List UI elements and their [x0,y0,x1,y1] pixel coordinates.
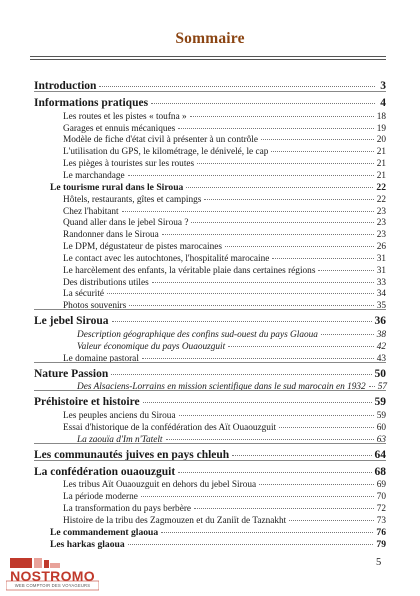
toc-entry-title: Les harkas glaoua [50,538,125,550]
toc-entry-title: Des distributions utiles [63,277,149,288]
toc-entry[interactable] [63,217,386,229]
toc-entry-page: 23 [376,206,386,217]
dot-leader [318,270,373,271]
toc-entry-page: 59 [374,396,386,409]
toc-entry-page: 59 [376,411,386,422]
dot-leader [321,334,374,335]
toc-entry-title: Des Alsaciens-Lorrains en mission scientifique dans le sud marocain en 1932 [77,382,366,393]
toc-entry-page: 43 [376,353,386,364]
toc-entry-page: 70 [376,492,386,503]
page-title: Sommaire [175,30,245,47]
toc-section[interactable] [34,368,386,380]
dot-leader [225,246,374,247]
logo-tagline: WEB COMPTOIR DES VOYAGEURS [14,583,91,588]
dot-leader [142,358,374,359]
dot-leader [179,415,374,416]
toc-entry-title: La période moderne [63,492,138,503]
toc-entry-page: 21 [376,170,386,181]
dot-leader [99,86,375,87]
toc-entry[interactable] [63,158,386,170]
dot-leader [122,211,374,212]
toc-entry-title: Randonner dans le Siroua [63,230,159,241]
dot-leader [178,472,371,473]
toc-entry-page: 23 [376,230,386,241]
toc-entry-page: 72 [376,504,386,515]
toc-entry-title: La confédération ouaouzguit [34,465,176,478]
toc-subsection[interactable] [50,527,386,539]
toc-entry-page: 60 [376,422,386,433]
toc-entry-page: 68 [374,465,386,478]
toc-section[interactable] [34,315,386,327]
toc-entry-page: 31 [376,265,386,276]
toc-entry[interactable] [63,300,386,312]
toc-entry[interactable] [63,253,386,265]
toc-entry[interactable] [63,265,386,277]
section-divider [34,460,386,461]
toc-entry-title: Le domaine pastoral [63,353,139,364]
toc-entry-page: 22 [376,194,386,205]
toc-entry-title: Valeur économique du pays Ouaouzguit [77,341,226,352]
dot-leader [128,544,374,545]
toc-entry-page: 34 [376,289,386,300]
toc-entry[interactable] [63,134,386,146]
toc-entry-title: Quand aller dans le jebel Siroua ? [63,218,189,229]
toc-entry-page: 23 [376,218,386,229]
dot-leader [259,484,374,485]
toc-entry-page: 26 [376,242,386,253]
toc-entry[interactable] [77,434,386,446]
dot-leader [186,187,373,188]
toc-entry-title: Informations pratiques [34,96,149,109]
toc-entry-title: Histoire de la tribu des Zagmouzen et du Zaniït de Taznakht [63,515,287,526]
toc-entry-title: Modèle de fiche d'état civil à présenter à un contrôle [63,135,259,146]
toc-entry[interactable] [63,194,386,206]
toc-entry[interactable] [63,123,386,135]
toc-entry-title: Nature Passion [34,367,109,380]
toc-entry[interactable] [63,277,386,289]
toc-entry-page: 21 [376,147,386,158]
dot-leader [129,305,373,306]
toc-entry[interactable] [63,170,386,182]
toc-entry-page: 3 [380,80,386,92]
dot-leader [162,234,374,235]
toc-subsection[interactable] [50,182,386,194]
dot-leader [228,346,373,347]
toc-entry-title: Hôtels, restaurants, gîtes et campings [63,194,202,205]
dot-leader [272,258,373,259]
dot-leader [151,103,375,104]
toc-entry-title: L'utilisation du GPS, le kilométrage, le dénivelé, le cap [63,147,269,158]
dot-leader [204,199,373,200]
dot-leader [166,439,374,440]
dot-leader [161,532,373,533]
page-number: 5 [376,557,382,568]
dot-leader [232,455,371,456]
toc-section[interactable] [34,396,386,408]
toc-entry-title: Le contact avec les autochtones, l'hospitalité marocaine [63,253,270,264]
toc-entry-page: 19 [376,123,386,134]
toc-entry-page: 35 [376,301,386,312]
toc-entry-page: 21 [376,159,386,170]
toc-entry-page: 36 [374,315,386,328]
toc-subsection[interactable] [50,539,386,551]
toc-entry-page: 42 [376,341,386,352]
dot-leader [191,222,373,223]
toc-entry-title: Introduction [34,80,97,92]
dot-leader [111,374,371,375]
toc-entry-title: Chez l'habitant [63,206,119,217]
toc-entry[interactable] [63,206,386,218]
toc-entry[interactable] [63,111,386,123]
dot-leader [271,151,373,152]
toc-entry-page: 31 [376,253,386,264]
dot-leader [279,427,374,428]
toc-entry-title: Le jebel Siroua [34,315,109,328]
toc-entry-title: La sécurité [63,289,105,300]
toc-entry-title: Le marchandage [63,170,125,181]
toc-entry[interactable] [63,479,386,491]
toc-entry-title: Garages et ennuis mécaniques [63,123,176,134]
dot-leader [141,496,374,497]
section-divider [34,309,386,310]
toc-entry-title: Les routes et les pistes « toufna » [63,111,187,122]
toc-entry[interactable] [63,241,386,253]
toc-entry-title: Les pièges à touristes sur les routes [63,159,195,170]
toc-entry[interactable] [63,288,386,300]
logo-name: NOSTROMO [10,568,95,584]
toc-entry-title: Préhistoire et histoire [34,396,140,409]
toc-section[interactable] [34,466,386,478]
toc-entry-title: La zaouïa d'Im n'Tatelt [77,434,163,445]
toc-entry-title: Description géographique des confins sud-ouest du pays Glaoua [77,330,318,340]
toc-entry-page: 38 [376,330,386,340]
toc-entry-title: Le harcèlement des enfants, la véritable plaie dans certaines régions [63,265,316,276]
toc-entry[interactable] [63,146,386,158]
dot-leader [369,386,375,387]
toc-entry-page: 79 [376,538,386,550]
toc-entry-title: Photos souvenirs [63,301,127,312]
toc-entry-title: Les peuples anciens du Siroua [63,411,176,422]
toc-entry-title: Les tribus Aït Ouaouzguit en dehors du jebel Siroua [63,480,257,491]
toc-entry-title: Le commandement glaoua [50,526,159,538]
toc-entry[interactable] [63,503,386,515]
toc-entry[interactable] [63,422,386,434]
section-divider [34,91,386,92]
toc-entry-page: 57 [377,382,387,393]
dot-leader [112,321,372,322]
section-divider [34,390,386,391]
title-bottom-rule [30,59,386,60]
toc-entry[interactable] [77,381,386,393]
toc-entry-title: Essai d'historique de la confédération des Aït Ouaouzguit [63,422,277,433]
toc-entry[interactable] [63,353,386,365]
toc-entry-page: 22 [376,181,386,193]
dot-leader [152,282,374,283]
toc-entry-page: 73 [376,515,386,526]
nostromo-logo [6,557,99,591]
toc-entry-page: 69 [376,480,386,491]
dot-leader [289,520,373,521]
toc-entry-page: 76 [376,526,386,538]
toc-entry-page: 63 [376,434,386,445]
section-divider [34,362,386,363]
toc-entry-title: Le tourisme rural dans le Siroua [50,181,184,193]
dot-leader [194,508,374,509]
toc-entry-page: 33 [376,277,386,288]
toc-entry-page: 18 [376,111,386,122]
toc-entry-page: 4 [380,96,386,109]
dot-leader [178,128,373,129]
toc-entry[interactable] [63,491,386,503]
toc-entry[interactable] [63,515,386,527]
dot-leader [128,175,374,176]
toc-entry-page: 20 [376,135,386,146]
dot-leader [261,139,374,140]
toc-entry[interactable] [77,341,386,353]
toc-entry-page: 50 [374,367,386,380]
dot-leader [143,402,372,403]
toc-entry[interactable] [63,229,386,241]
toc-entry-title: La transformation du pays berbère [63,504,192,515]
toc-section[interactable] [34,97,386,109]
section-divider [34,443,386,444]
toc-entry-title: Les communautés juives en pays chleuh [34,448,230,461]
dot-leader [197,163,374,164]
toc-entry-page: 64 [374,448,386,461]
title-top-rule [30,56,386,57]
toc-entry[interactable] [63,410,386,422]
toc-entry-title: Le DPM, dégustateur de pistes marocaines [63,242,223,253]
dot-leader [190,116,374,117]
dot-leader [107,293,374,294]
toc-entry[interactable] [77,329,386,341]
